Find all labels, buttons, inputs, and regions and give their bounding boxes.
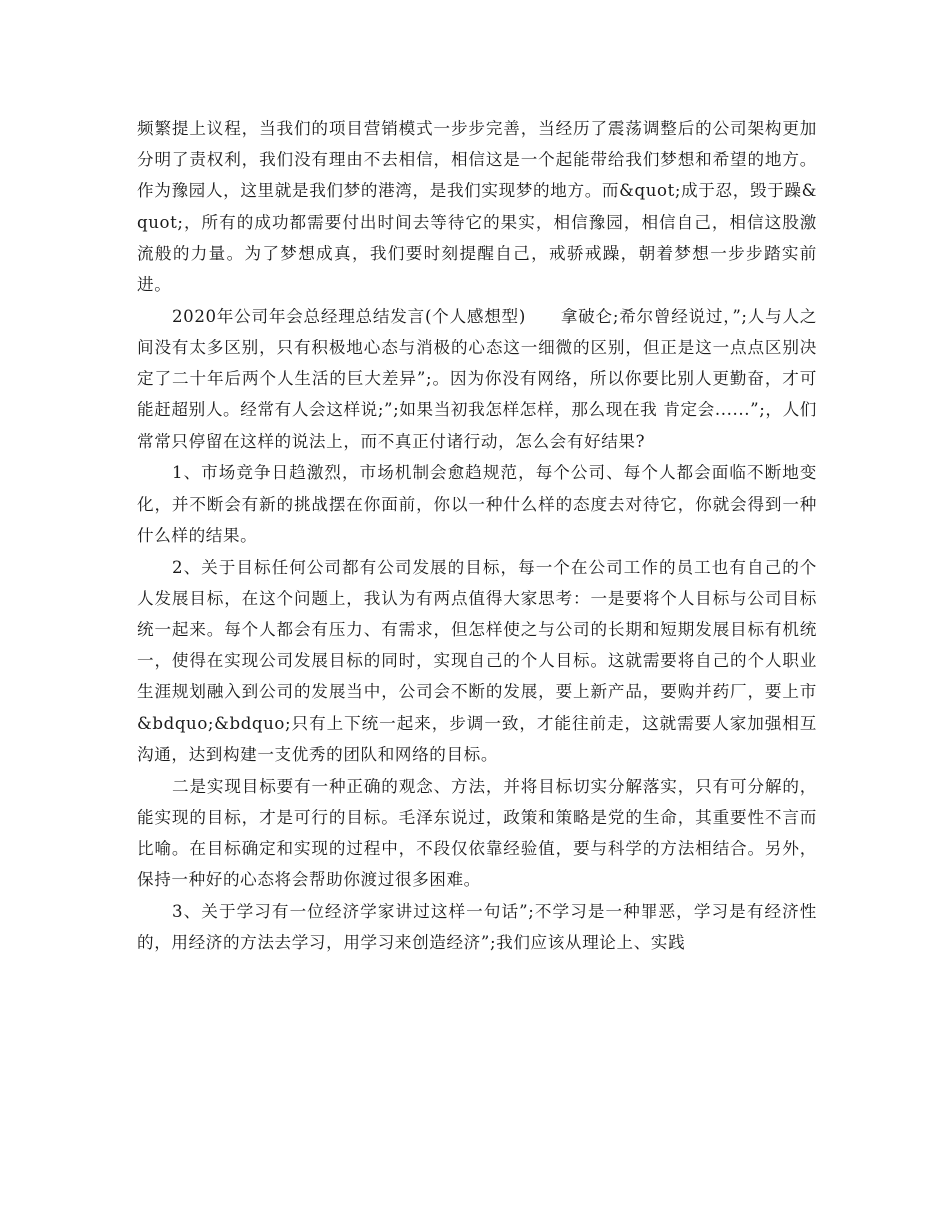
paragraph-point-3: 3、关于学习有一位经济学家讲过这样一句话”;不学习是一种罪恶，学习是有经济性的，用经济的方法去学习，用学习来创造经济”;我们应该从理论上、实践 (137, 902, 817, 953)
paragraph-speech-intro: 2020年公司年会总经理总结发言(个人感想型) 拿破仑;希尔曾经说过，”;人与人之间没有太多区别，只有积极地心态与消极的心态这一细微的区别，但正是这一点点区别决定了二十年后两个人生活的巨大差异”;。因为你没有网络，所以你要比别人更勤奋，才可能赶超别人。经常有人会这样说;”;如果当初我怎样怎样，那么现在我 肯定会......”;，人们常常只停留在这样的说法上，而不真正付诸行动，怎么会有好结果? (137, 306, 817, 451)
document-body (137, 113, 817, 958)
paragraph-point-2: 2、关于目标任何公司都有公司发展的目标，每一个在公司工作的员工也有自己的个人发展目标，在这个问题上，我认为有两点值得大家思考：一是要将个人目标与公司目标统一起来。每个人都会有压力、有需求，但怎样使之与公司的长期和短期发展目标有机统一，使得在实现公司发展目标的同时，实现自己的个人目标。这就需要将自己的个人职业生涯规划融入到公司的发展当中，公司会不断的发展，要上新产品，要购并药厂，要上市&bdquo;&bdquo;只有上下统一起来，步调一致，才能往前走，这就需要人家加强相互沟通，达到构建一支优秀的团队和网络的目标。 (137, 557, 817, 764)
paragraph-point-1: 1、市场竞争日趋激烈，市场机制会愈趋规范，每个公司、每个人都会面临不断地变化，并不断会有新的挑战摆在你面前，你以一种什么样的态度去对待它，你就会得到一种什么样的结果。 (137, 463, 817, 545)
paragraph-continuation: 频繁提上议程，当我们的项目营销模式一步步完善，当经历了震荡调整后的公司架构更加分明了责权利，我们没有理由不去相信，相信这是一个起能带给我们梦想和希望的地方。作为豫园人，这里就是我们梦的港湾，是我们实现梦的地方。而&quot;成于忍，毁于躁&quot;，所有的成功都需要付出时间去等待它的果实，相信豫园，相信自己，相信这股激流般的力量。为了梦想成真，我们要时刻提醒自己，戒骄戒躁，朝着梦想一步步踏实前进。 (137, 119, 817, 295)
paragraph-point-2-second: 二是实现目标要有一种正确的观念、方法，并将目标切实分解落实，只有可分解的，能实现的目标，才是可行的目标。毛泽东说过，政策和策略是党的生命，其重要性不言而比喻。在目标确定和实现的过程中，不段仅依靠经验值，要与科学的方法相结合。另外，保持一种好的心态将会帮助你渡过很多困难。 (137, 776, 817, 890)
